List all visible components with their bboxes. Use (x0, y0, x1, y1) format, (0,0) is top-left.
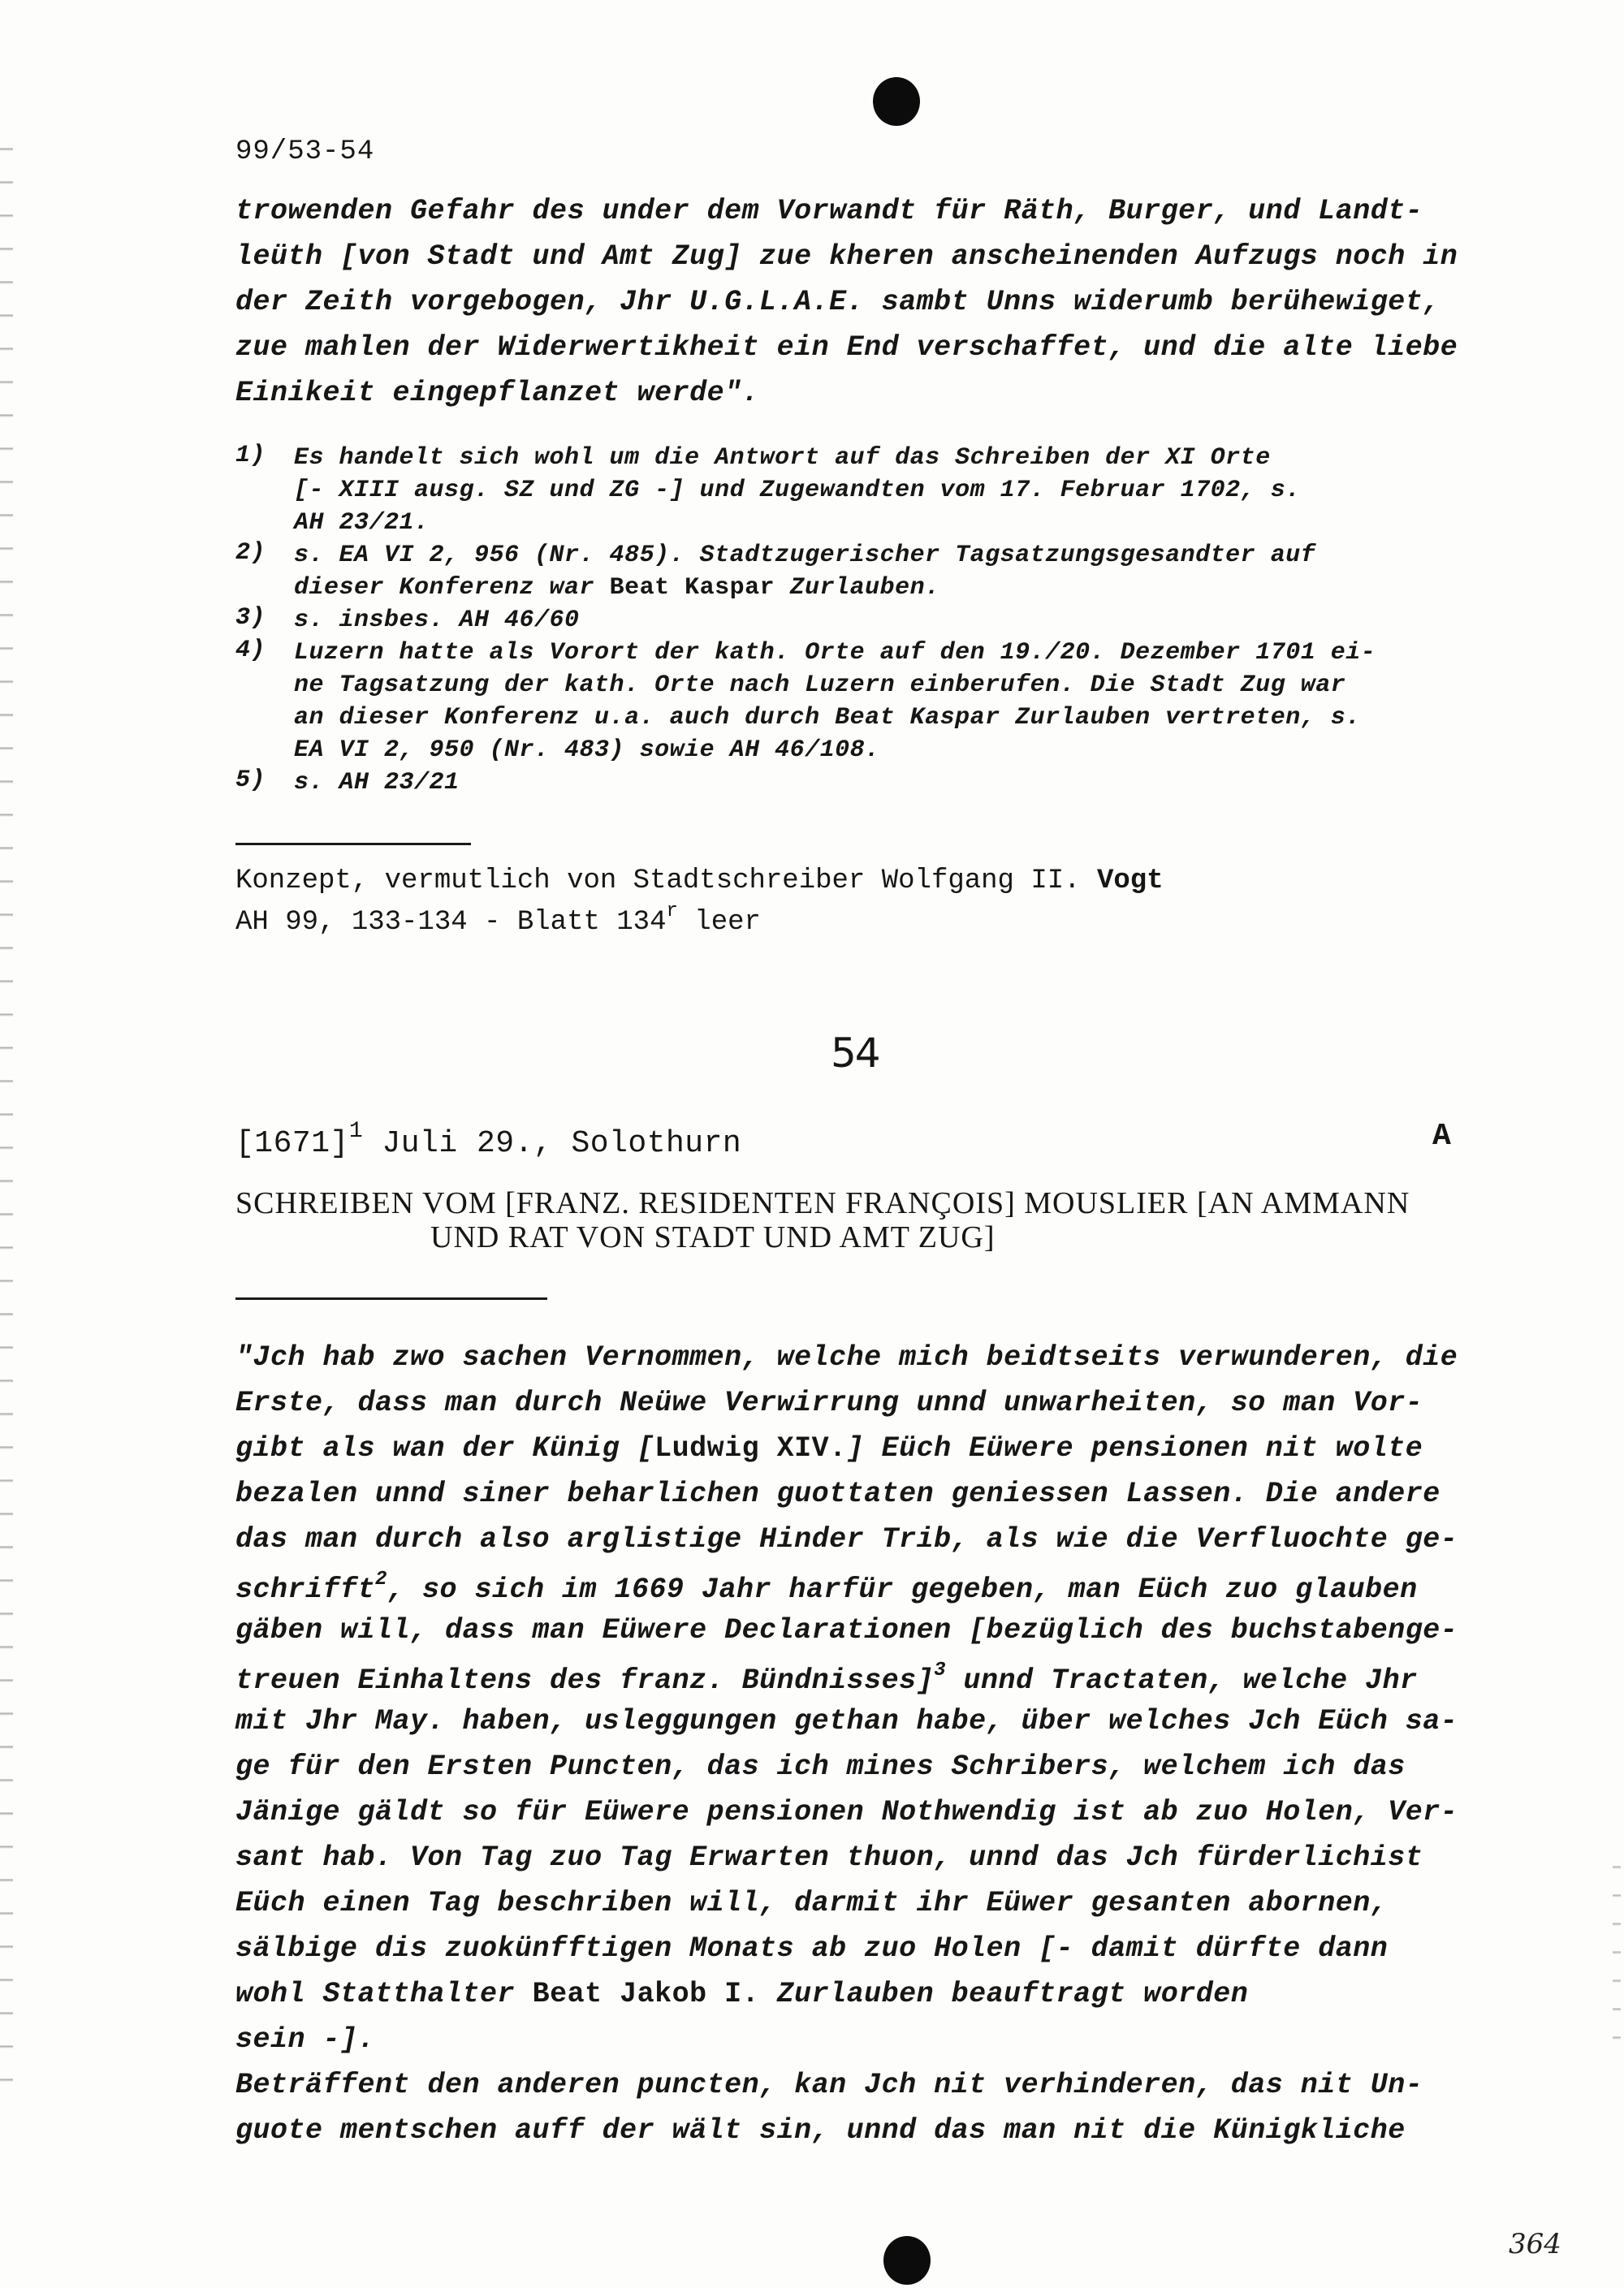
text-line: Einikeit eingepflanzet werde". (235, 377, 760, 409)
handwritten-archive-number: 364 (1509, 2228, 1561, 2260)
footnote-number: 3) (235, 604, 266, 632)
punch-hole-bottom (883, 2236, 931, 2285)
footnote-line: [- XIII ausg. SZ und ZG -] und Zugewandten vom 17. Februar 1702, s. (294, 477, 1301, 504)
source-line: Konzept, vermutlich von Stadtschreiber Wolfgang II. Vogt (235, 866, 1164, 896)
person-name: Beat Jakob I. (532, 1978, 760, 2010)
document-number: 54 (831, 1030, 879, 1077)
text-line: ge für den Ersten Puncten, das ich mines Schribers, welchem ich das (235, 1751, 1406, 1783)
page-reference: 99/53-54 (235, 136, 375, 167)
text-line: der Zeith vorgebogen, Jhr U.G.L.A.E. sambt Unns widerumb berühewiget, (235, 286, 1440, 318)
footnote-line: AH 23/21. (294, 509, 430, 537)
separator-rule (235, 1297, 547, 1300)
text-line: gäben will, dass man Eüwere Declarationen [bezüglich des buchstabenge- (235, 1614, 1458, 1647)
footnote-number: 5) (235, 766, 266, 794)
text-line: gibt als wan der Künig [Ludwig XIV.] Eüch Eüwere pensionen nit wolte (235, 1432, 1423, 1465)
text-line: treuen Einhaltens des franz. Bündnisses]$^3$ unnd Tractaten, welche Jhr (235, 1660, 1418, 1697)
footnote-line: s. insbes. AH 46/60 (294, 607, 580, 634)
text-line: bezalen unnd siner beharlichen guottaten geniessen Lassen. Die andere (235, 1478, 1440, 1510)
footnote-line: Es handelt sich wohl um die Antwort auf das Schreiben der XI Orte (294, 444, 1271, 472)
text-line: zue mahlen der Widerwertikheit ein End verschaffet, und die alte liebe (235, 331, 1458, 364)
superscript: r (666, 900, 678, 922)
text-line: wohl Statthalter Beat Jakob I. Zurlauben beauftragt worden (235, 1978, 1249, 2010)
person-name: Beat Kaspar (609, 574, 775, 602)
text-line: mit Jhr May. haben, usleggungen gethan habe, über welches Jch Eüch sa- (235, 1705, 1458, 1738)
footnote-line: ne Tagsatzung der kath. Orte nach Luzern einberufen. Die Stadt Zug war (294, 671, 1346, 699)
text-line: trowenden Gefahr des under dem Vorwandt für Räth, Burger, und Landt- (235, 195, 1423, 227)
person-name: Ludwig XIV. (654, 1432, 847, 1465)
footnote-line: s. EA VI 2, 956 (Nr. 485). Stadtzugerischer Tagsatzungsgesandter auf (294, 542, 1316, 569)
footnote-number: 1) (235, 442, 266, 469)
footnote-marker: 3 (934, 1660, 947, 1681)
footnote-marker: 2 (375, 1569, 387, 1591)
title-line: SCHREIBEN VOM [FRANZ. RESIDENTEN FRANÇOIS] MOUSLIER [AN AMMANN (235, 1186, 1410, 1220)
text-line: sant hab. Von Tag zuo Tag Erwarten thuon, unnd das Jch fürderlichist (235, 1841, 1423, 1874)
punch-hole-top (873, 77, 920, 126)
text-line: sälbige dis zuokünfftigen Monats ab zuo Holen [- damit dürfte dann (235, 1932, 1389, 1965)
footnote-line: an dieser Konferenz u.a. auch durch Beat Kaspar Zurlauben vertreten, s. (294, 704, 1361, 732)
footnote-line: Luzern hatte als Vorort der kath. Orte auf den 19./20. Dezember 1701 ei- (294, 639, 1376, 667)
document-date: $[1671]^1$ Juli 29., Solothurn (235, 1119, 742, 1161)
left-edge-scan-marks (0, 130, 13, 2095)
footnote-line: s. AH 23/21 (294, 769, 460, 796)
right-edge-scan-marks (1613, 1851, 1621, 2062)
footnote-number: 4) (235, 637, 266, 664)
separator-rule (235, 843, 471, 845)
source-line: AH 99, 133-134 - Blatt 134$^r$ leer (235, 900, 761, 938)
text-line: Beträffent den anderen puncten, kan Jch nit verhinderen, das nit Un- (235, 2069, 1423, 2101)
text-line: leüth [von Stadt und Amt Zug] zue kheren anscheinenden Aufzugs noch in (235, 240, 1458, 273)
text-line: das man durch also arglistige Hinder Trib, als wie die Verfluochte ge- (235, 1523, 1458, 1556)
footnote-number: 2) (235, 539, 266, 567)
text-line: Erste, dass man durch Neüwe Verwirrung unnd unwarheiten, so man Vor- (235, 1387, 1423, 1419)
text-line: "Jch hab zwo sachen Vernommen, welche mich beidtseits verwunderen, die (235, 1341, 1458, 1374)
person-name: Vogt (1096, 866, 1164, 896)
text-line: Eüch einen Tag beschriben will, darmit ihr Eüwer gesanten abornen, (235, 1887, 1389, 1919)
text-line: guote mentschen auff der wält sin, unnd das man nit die Künigkliche (235, 2114, 1406, 2147)
footnote-marker: 1 (348, 1119, 364, 1144)
document-category-letter: A (1432, 1119, 1451, 1154)
text-line: sein -]. (235, 2023, 376, 2056)
text-line: Jänige gäldt so für Eüwere pensionen Nothwendig ist ab zuo Holen, Ver- (235, 1796, 1458, 1828)
title-line: UND RAT VON STADT UND AMT ZUG] (430, 1220, 996, 1254)
source-note (235, 866, 1164, 938)
footnote-line: EA VI 2, 950 (Nr. 483) sowie AH 46/108. (294, 736, 880, 764)
text-line: schrifft$^2$, so sich im 1669 Jahr harfür gegeben, man Eüch zuo glauben (235, 1569, 1418, 1606)
footnote-line: dieser Konferenz war Beat Kaspar Zurlauben. (294, 574, 940, 602)
